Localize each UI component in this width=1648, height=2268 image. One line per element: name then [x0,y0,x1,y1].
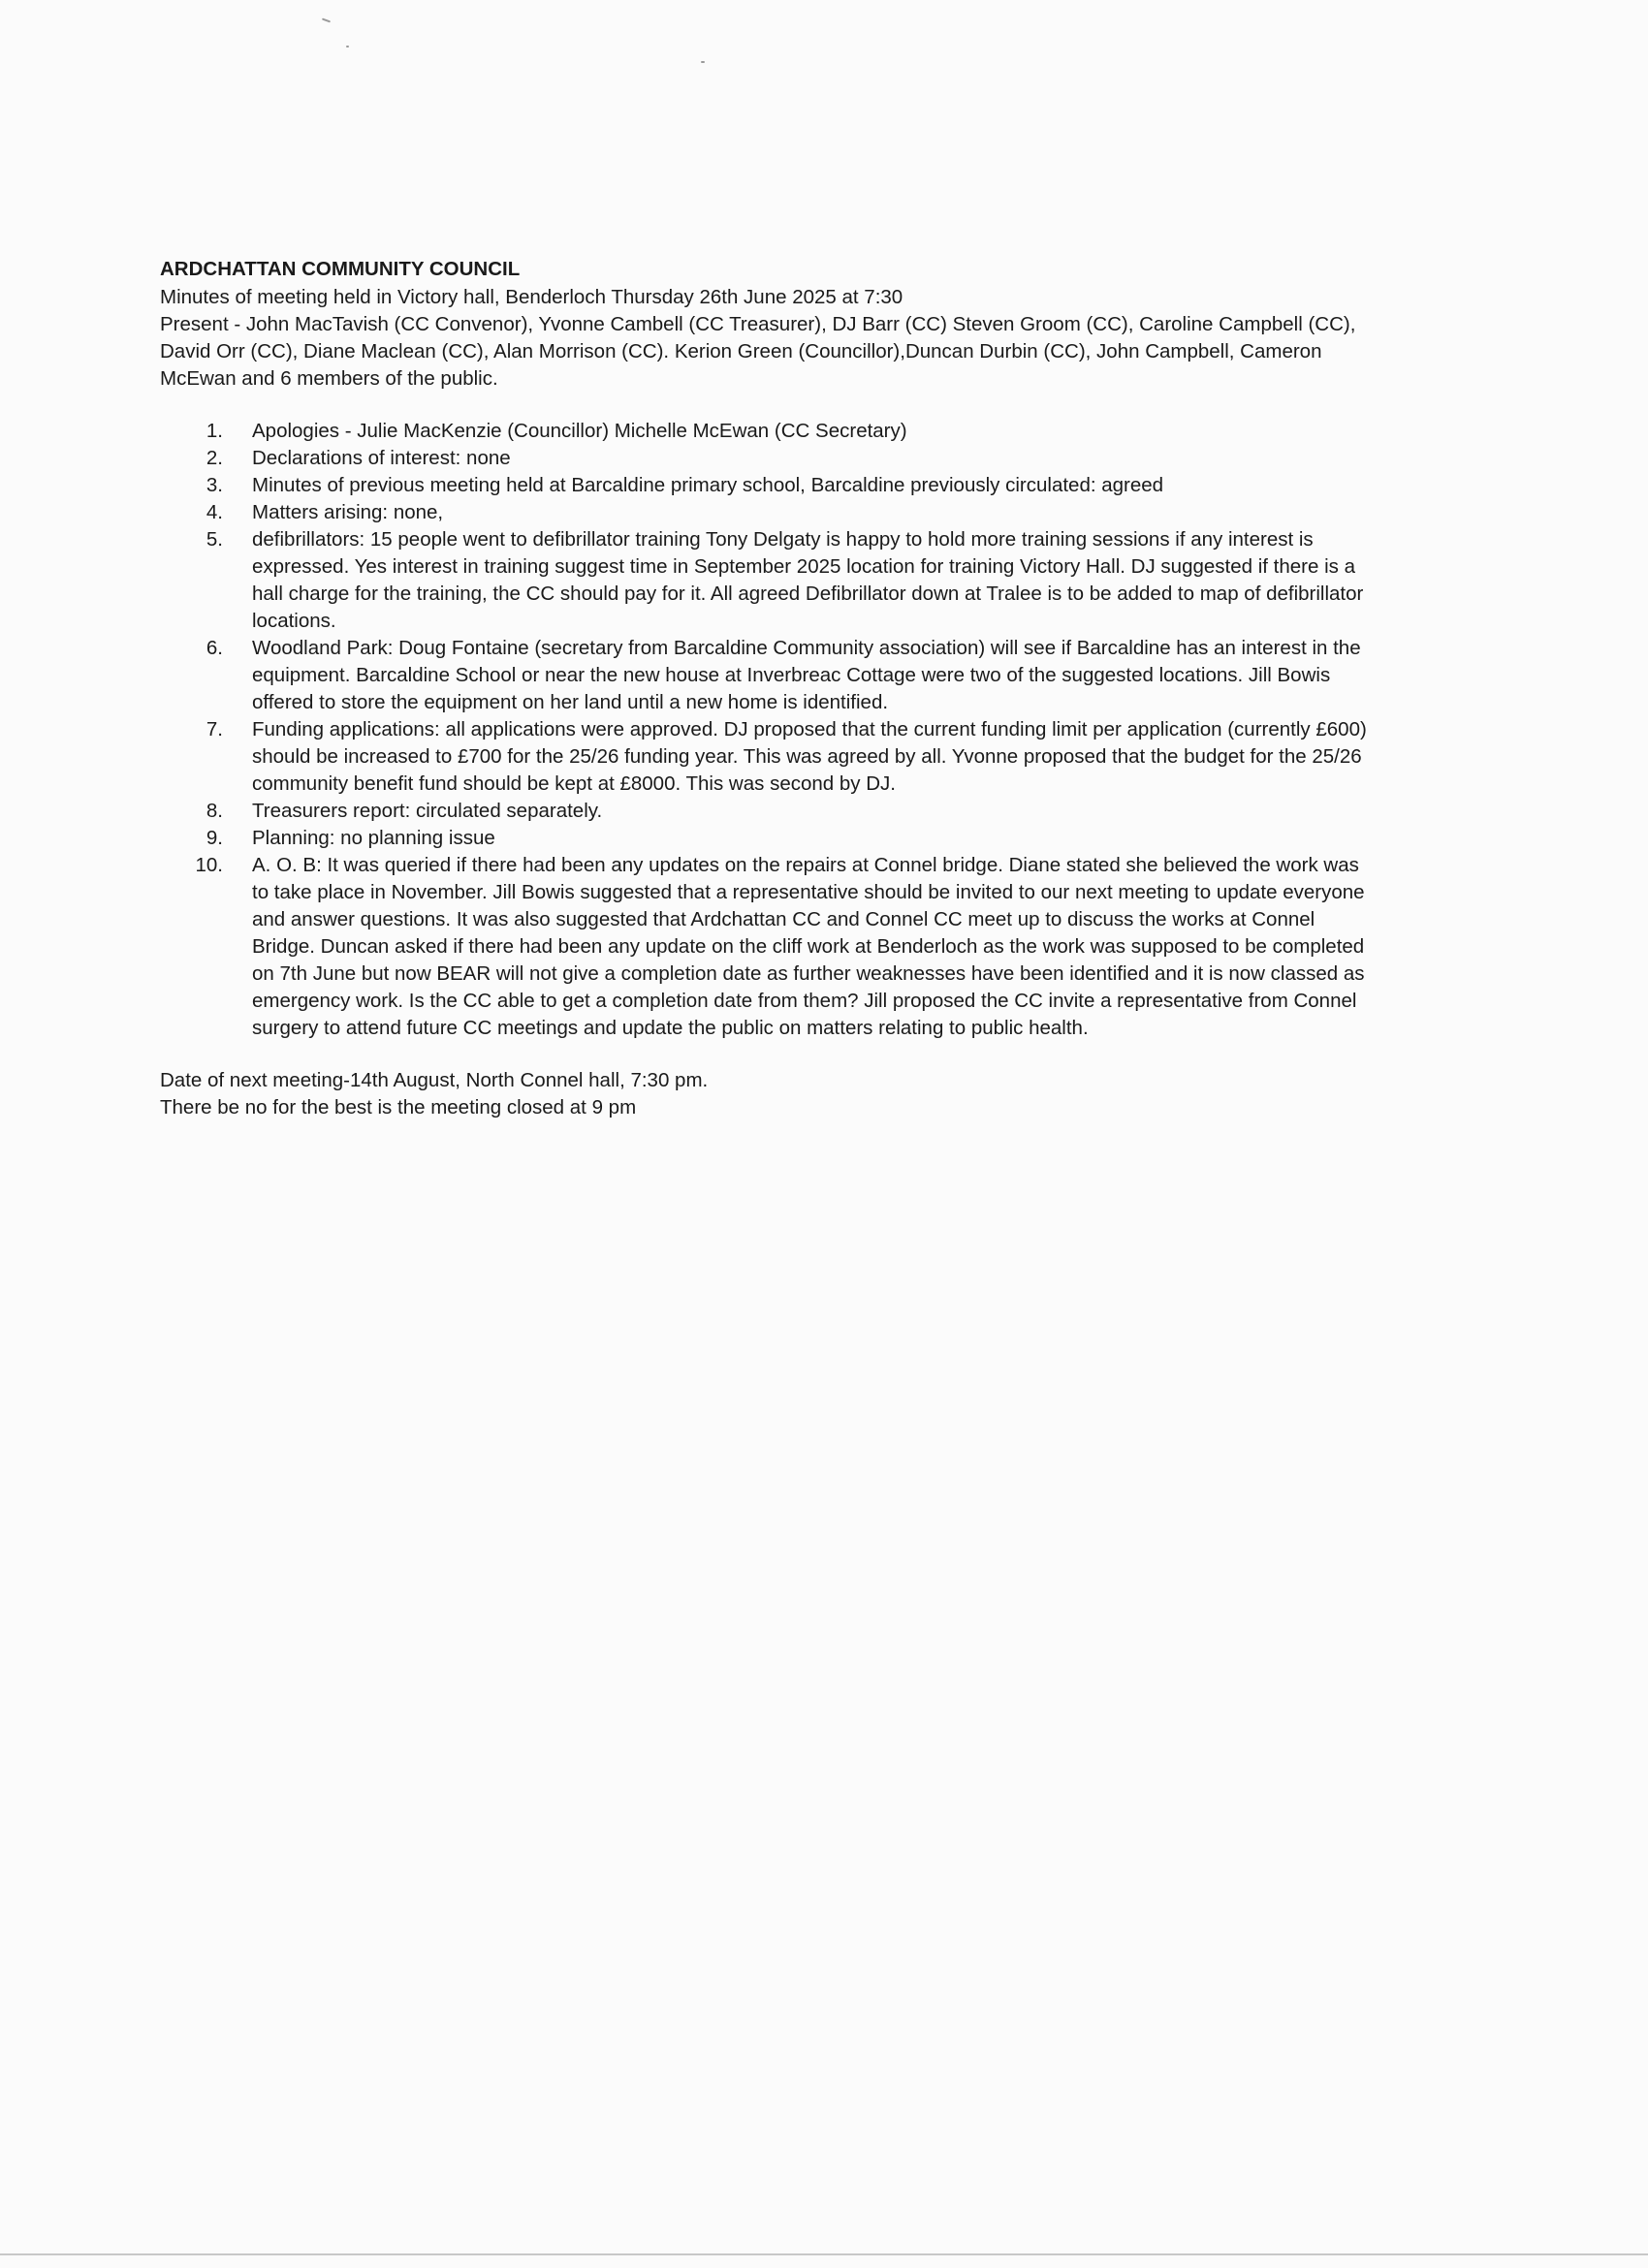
agenda-item-number: 6. [206,637,223,659]
agenda-item-text: Planning: no planning issue [252,827,495,849]
scan-speck [701,61,705,63]
meeting-subtitle: Minutes of meeting held in Victory hall, Benderloch Thursday 26th June 2025 at 7:30 [160,286,903,308]
agenda-item-text: Matters arising: none, [252,501,444,523]
agenda-item [160,852,1367,1042]
agenda-item-number: 3. [206,474,223,496]
agenda-item-text: A. O. B: It was queried if there had been any updates on the repairs at Connel bridge. Diane stated she believed the work was to take place in November. Jill Bowis suggested that a representative should be invited to our next meeting to update everyone and answer questions. It was also suggested that Ardchattan CC and Connel CC meet up to discuss the works at Connel Bridge. Duncan asked if there had been any update on the cliff work at Benderloch as the work was supposed to be completed on 7th June but now BEAR will not give a completion date as further weaknesses have been identified and it is now classed as emergency work. Is the CC able to get a completion date from them? Jill proposed the CC invite a representative from Connel surgery to attend future CC meetings and update the public on matters relating to public health. [252,854,1365,1039]
agenda-item [160,445,1367,472]
agenda-item [160,418,1367,445]
agenda-item [160,499,1367,526]
agenda-item-number: 2. [206,447,223,469]
agenda-item-text: Minutes of previous meeting held at Barcaldine primary school, Barcaldine previously circulated: agreed [252,474,1164,496]
agenda-item-number: 5. [206,528,223,551]
agenda-item-number: 9. [206,827,223,849]
agenda-item [160,526,1367,635]
minutes-document [160,255,1367,1121]
agenda-list [160,418,1367,1042]
agenda-item-text: defibrillators: 15 people went to defibrillator training Tony Delgaty is happy to hold more training sessions if any interest is expressed. Yes interest in training suggest time in September 2025 location for training Victory Hall. DJ suggested if there is a hall charge for the training, the CC should pay for it. All agreed Defibrillator down at Tralee is to be added to map of defibrillator locations. [252,528,1364,632]
scan-edge-line [0,2253,1648,2255]
agenda-item-text: Woodland Park: Doug Fontaine (secretary from Barcaldine Community association) will see if Barcaldine has an interest in the equipment. Barcaldine School or near the new house at Inverbreac Cottage were two of the suggested locations. Jill Bowis offered to store the equipment on her land until a new home is identified. [252,637,1361,713]
scan-speck [322,18,331,23]
council-title: ARDCHATTAN COMMUNITY COUNCIL [160,258,521,280]
agenda-item-number: 8. [206,800,223,822]
agenda-item-text: Funding applications: all applications were approved. DJ proposed that the current funding limit per application (currently £600) should be increased to £700 for the 25/26 funding year. This was agreed by all. Yvonne proposed that the budget for the 25/26 community benefit fund should be kept at £8000. This was second by DJ. [252,718,1367,795]
agenda-item-text: Treasurers report: circulated separately. [252,800,603,822]
agenda-item-text: Declarations of interest: none [252,447,511,469]
agenda-item [160,635,1367,716]
attendees-paragraph: Present - John MacTavish (CC Convenor), Yvonne Cambell (CC Treasurer), DJ Barr (CC) Steven Groom (CC), Caroline Campbell (CC), David Orr (CC), Diane Maclean (CC), Alan Morrison (CC). Kerion Green (Councillor),Duncan Durbin (CC), John Campbell, Cameron McEwan and 6 members of the public. [160,313,1356,390]
agenda-item [160,472,1367,499]
agenda-item [160,798,1367,825]
agenda-item-number: 7. [206,718,223,740]
agenda-item-number: 4. [206,501,223,523]
closing-line: There be no for the best is the meeting closed at 9 pm [160,1096,637,1118]
scan-speck [346,46,349,47]
agenda-item [160,716,1367,798]
next-meeting-line: Date of next meeting-14th August, North Connel hall, 7:30 pm. [160,1069,709,1091]
agenda-item-number: 10. [195,854,223,876]
minutes-footer [160,1067,1367,1121]
agenda-item-text: Apologies - Julie MacKenzie (Councillor) Michelle McEwan (CC Secretary) [252,420,907,442]
agenda-item-number: 1. [206,420,223,442]
agenda-item [160,825,1367,852]
